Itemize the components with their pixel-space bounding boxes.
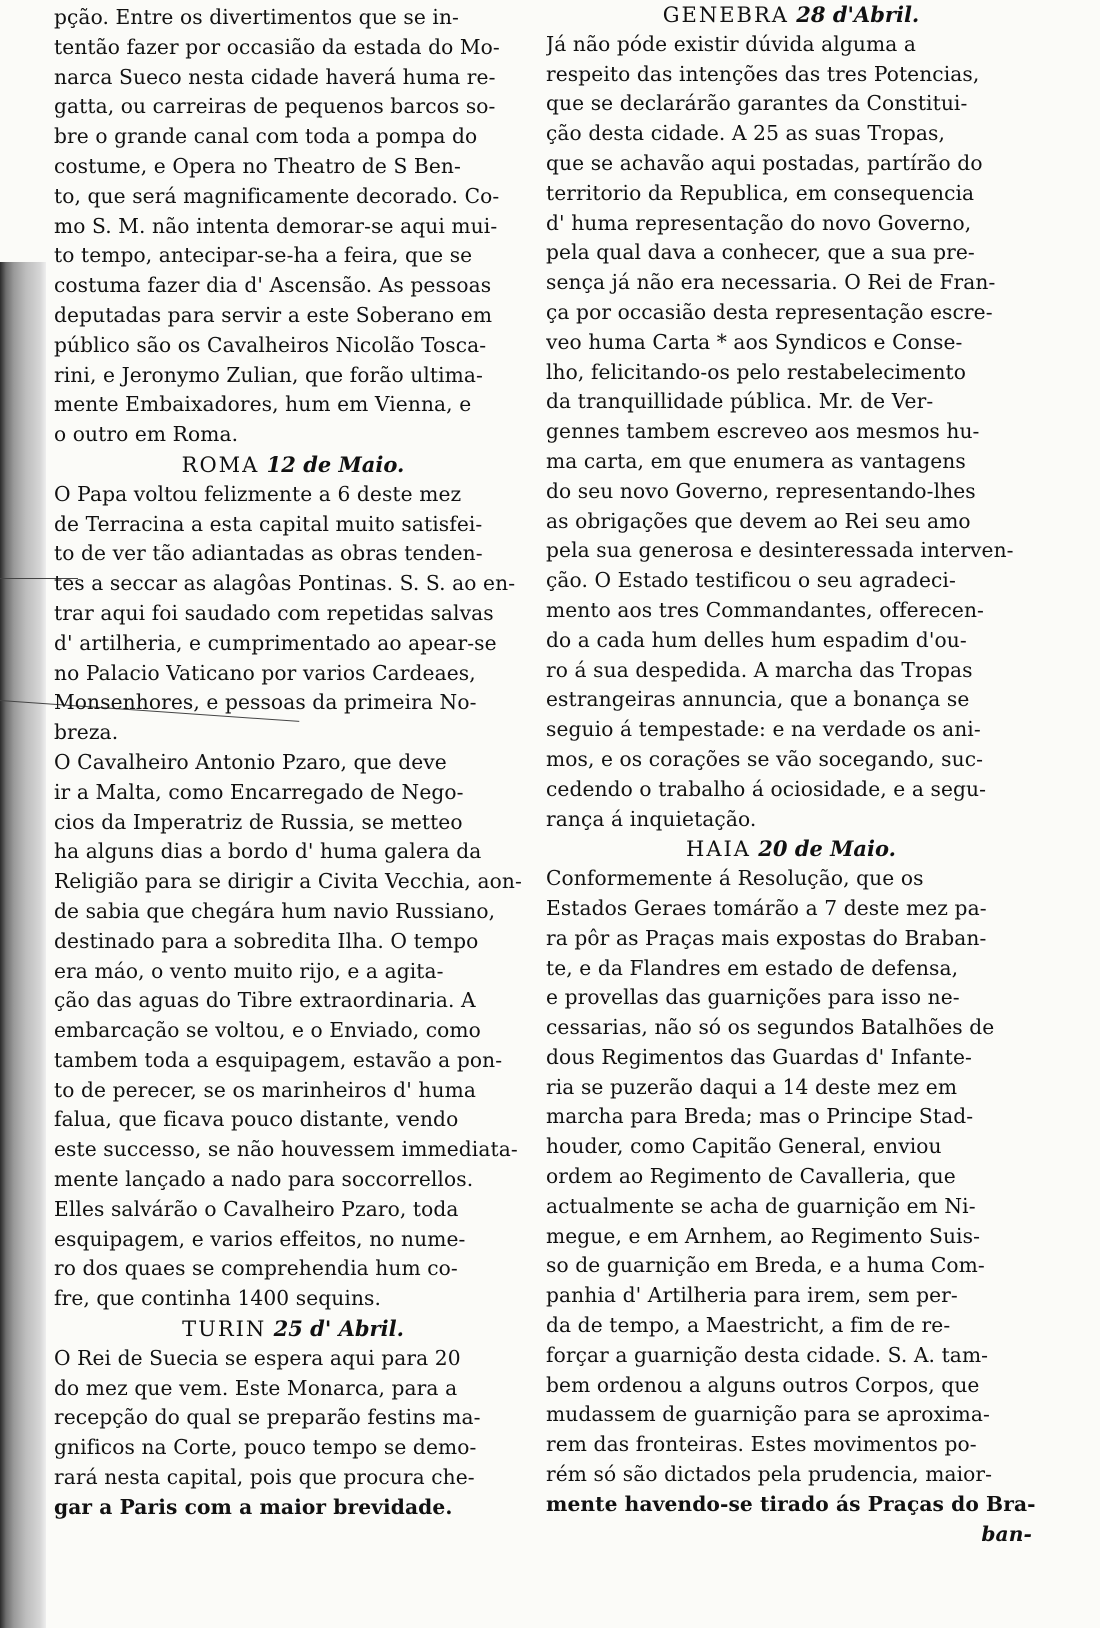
article-genebra-line: ma carta, em que enumera as vantagens xyxy=(546,448,966,473)
article-roma-line: O Papa voltou felizmente a 6 deste mez xyxy=(54,481,462,506)
article-haia-line: actualmente se acha de guarnição em Ni- xyxy=(546,1193,976,1218)
article-haia-line: ra pôr as Praças mais expostas do Braban- xyxy=(546,925,987,950)
article-roma-line: de Terracina a esta capital muito satisfei- xyxy=(54,511,483,536)
article-venice-line: bre o grande canal com toda a pompa do xyxy=(54,124,478,149)
article-venice-line: tentão fazer por occasião da estada do Mo- xyxy=(54,34,500,59)
dateline-roma-date: 12 de Maio. xyxy=(259,451,405,477)
dateline-haia-place: HAIA xyxy=(686,837,751,862)
article-haia-line: ordem ao Regimento de Cavalleria, que xyxy=(546,1164,956,1189)
article-pzaro-line: Religião para se dirigir a Civita Vecchia, aon- xyxy=(54,869,522,894)
article-venice-line: rini, e Jeronymo Zulian, que forão ultima- xyxy=(54,362,483,387)
article-pzaro-line: Elles salvárão o Cavalheiro Pzaro, toda xyxy=(54,1196,459,1221)
article-haia-line: Conformemente á Resolução, que os xyxy=(546,866,924,891)
article-genebra-line: sença já não era necessaria. O Rei de Fran- xyxy=(546,270,996,295)
article-haia-line: mudassem de guarnição para se aproxima- xyxy=(546,1402,990,1427)
article-pzaro-line: cios da Imperatriz de Russia, se metteo xyxy=(54,809,463,834)
article-pzaro-line: O Cavalheiro Antonio Pzaro, que deve xyxy=(54,749,447,774)
article-genebra-line: ção. O Estado testificou o seu agradeci- xyxy=(546,568,956,593)
article-pzaro-line: to de perecer, se os marinheiros d' huma xyxy=(54,1077,476,1102)
dateline-genebra xyxy=(546,0,1036,30)
article-pzaro-line: ro dos quaes se comprehendia hum co- xyxy=(54,1256,458,1281)
article-turin-line: recepção do qual se preparão festins ma- xyxy=(54,1405,481,1430)
article-genebra-line: Já não póde existir dúvida alguma a xyxy=(546,31,917,56)
article-venice-line: costume, e Opera no Theatro de S Ben- xyxy=(54,153,461,178)
article-pzaro-line: ir a Malta, como Encarregado de Nego- xyxy=(54,779,464,804)
article-pzaro-line: mente lançado a nado para soccorrellos. xyxy=(54,1167,474,1192)
article-turin-line: do mez que vem. Este Monarca, para a xyxy=(54,1375,458,1400)
article-genebra-line: d' huma representação do novo Governo, xyxy=(546,210,972,235)
article-genebra-line: veo huma Carta * aos Syndicos e Conse- xyxy=(546,329,963,354)
article-genebra-line: mos, e os corações se vão socegando, suc- xyxy=(546,746,984,771)
article-venice-line: deputadas para servir a este Soberano em xyxy=(54,302,493,327)
article-roma-line: d' artilheria, e cumprimentado ao apear-se xyxy=(54,630,497,655)
article-haia-line: houder, como Capitão General, enviou xyxy=(546,1134,942,1159)
article-genebra-line: gennes tambem escreveo aos mesmos hu- xyxy=(546,419,980,444)
article-venice-line: narca Sueco nesta cidade haverá huma re- xyxy=(54,64,496,89)
article-haia-line: bem ordenou a alguns outros Corpos, que xyxy=(546,1372,980,1397)
article-genebra-line: que se declarárão garantes da Constitui- xyxy=(546,91,968,116)
article-genebra-line: as obrigações que devem ao Rei seu amo xyxy=(546,508,971,533)
dateline-roma xyxy=(54,450,532,480)
article-pzaro-line: fre, que continha 1400 sequins. xyxy=(54,1286,382,1311)
article-venice-line: costuma fazer dia d' Ascensão. As pessoas xyxy=(54,273,492,298)
article-roma-line: no Palacio Vaticano por varios Cardeaes, xyxy=(54,660,476,685)
article-haia-line: e provellas das guarnições para isso ne- xyxy=(546,985,960,1010)
article-pzaro-line: embarcação se voltou, e o Enviado, como xyxy=(54,1018,481,1043)
article-pzaro-line: era máo, o vento muito rijo, e a agita- xyxy=(54,958,444,983)
dateline-haia-date: 20 de Maio. xyxy=(750,836,896,862)
article-turin-line: gar a Paris com a maior brevidade. xyxy=(54,1494,453,1519)
article-pzaro-line: de sabia que chegára hum navio Russiano, xyxy=(54,898,496,923)
article-roma-line: to de ver tão adiantadas as obras tenden- xyxy=(54,541,483,566)
article-haia-line: ria se puzerão daqui a 14 deste mez em xyxy=(546,1074,958,1099)
right-column xyxy=(546,0,1036,1549)
article-venice-line: mo S. M. não intenta demorar-se aqui mui- xyxy=(54,213,498,238)
article-turin-line: O Rei de Suecia se espera aqui para 20 xyxy=(54,1345,461,1370)
article-venice-line: to tempo, antecipar-se-ha a feira, que se xyxy=(54,243,473,268)
article-genebra-line: do seu novo Governo, representando-lhes xyxy=(546,478,976,503)
article-haia-line: cessarias, não só os segundos Batalhões de xyxy=(546,1015,995,1040)
article-pzaro-line: destinado para a sobredita Ilha. O tempo xyxy=(54,928,479,953)
article-roma-line: Monsenhores, e pessoas da primeira No- xyxy=(54,690,477,715)
article-haia-line: da de tempo, a Maestricht, a fim de re- xyxy=(546,1313,951,1338)
article-genebra-line: cedendo o trabalho á ociosidade, e a segu- xyxy=(546,776,987,801)
article-genebra-line: territorio da Republica, em consequencia xyxy=(546,180,975,205)
article-turin-line: gnificos na Corte, pouco tempo se demo- xyxy=(54,1435,477,1460)
dateline-genebra-date: 28 d'Abril. xyxy=(788,2,920,27)
article-genebra-line: seguio á tempestade: e na verdade os ani- xyxy=(546,717,981,742)
article-pzaro-line: este successo, se não houvessem immediata- xyxy=(54,1137,518,1162)
article-genebra-line: da tranquillidade pública. Mr. de Ver- xyxy=(546,389,934,414)
article-pzaro-line: falua, que ficava pouco distante, vendo xyxy=(54,1107,459,1132)
article-haia-line: panhia d' Artilheria para irem, sem per- xyxy=(546,1283,958,1308)
article-genebra-line: mento aos tres Commandantes, offerecen- xyxy=(546,597,984,622)
article-roma-line: breza. xyxy=(54,720,119,745)
article-genebra-line: ça por occasião desta representação escre- xyxy=(546,299,993,324)
scan-shadow-strip xyxy=(0,262,46,1628)
article-genebra-line: lho, felicitando-os pelo restabelecimento xyxy=(546,359,967,384)
article-haia-line: marcha para Breda; mas o Principe Stad- xyxy=(546,1104,974,1129)
article-venice-line: o outro em Roma. xyxy=(54,422,239,447)
dateline-genebra-place: GENEBRA xyxy=(662,3,789,27)
article-turin-line: rará nesta capital, pois que procura che- xyxy=(54,1465,475,1490)
dateline-turin-place: TURIN xyxy=(182,1317,267,1342)
article-haia-line: dous Regimentos das Guardas d' Infante- xyxy=(546,1044,972,1069)
article-genebra-line: respeito das intenções das tres Potencias, xyxy=(546,61,980,86)
article-genebra-line: estrangeiras annuncia, que a bonança se xyxy=(546,687,970,712)
article-roma-line: tes a seccar as alagôas Pontinas. S. S. ao en- xyxy=(54,571,516,596)
article-genebra-line: ro á sua despedida. A marcha das Tropas xyxy=(546,657,973,682)
dateline-haia xyxy=(546,834,1036,864)
article-genebra-line: do a cada hum delles hum espadim d'ou- xyxy=(546,627,967,652)
article-genebra-line: que se achavão aqui postadas, partírão do xyxy=(546,150,983,175)
article-haia-line: rem das fronteiras. Estes movimentos po- xyxy=(546,1432,977,1457)
dateline-roma-place: ROMA xyxy=(181,452,260,477)
article-venice-line: gatta, ou carreiras de pequenos barcos so- xyxy=(54,94,496,119)
article-haia-line: so de guarnição em Breda, e a huma Com- xyxy=(546,1253,985,1278)
article-roma-line: trar aqui foi saudado com repetidas salvas xyxy=(54,600,494,625)
article-pzaro-line: ção das aguas do Tibre extraordinaria. A xyxy=(54,988,476,1013)
article-haia-line: megue, e em Arnhem, ao Regimento Suis- xyxy=(546,1223,980,1248)
article-genebra-line: pela qual dava a conhecer, que a sua pre- xyxy=(546,240,975,265)
article-venice-line: mente Embaixadores, hum em Vienna, e xyxy=(54,392,472,417)
article-haia-line: forçar a guarnição desta cidade. S. A. tam- xyxy=(546,1342,989,1367)
article-venice-line: pção. Entre os divertimentos que se in- xyxy=(54,5,459,29)
left-column xyxy=(54,0,532,1523)
article-genebra-line: rança á inquietação. xyxy=(546,806,757,831)
article-haia-line: rém só são dictados pela prudencia, maior- xyxy=(546,1462,993,1487)
article-venice-line: to, que será magnificamente decorado. Co- xyxy=(54,183,500,208)
article-pzaro-line: esquipagem, e varios effeitos, no nume- xyxy=(54,1226,466,1251)
dateline-turin xyxy=(54,1314,532,1344)
article-venice-line: público são os Cavalheiros Nicolão Tosca- xyxy=(54,332,487,357)
article-pzaro-line: ha alguns dias a bordo d' huma galera da xyxy=(54,839,482,864)
article-pzaro-line: tambem toda a esquipagem, estavão a pon- xyxy=(54,1047,503,1072)
catchword: ban- xyxy=(981,1521,1032,1546)
article-genebra-line: ção desta cidade. A 25 as suas Tropas, xyxy=(546,121,946,146)
article-haia-line: mente havendo-se tirado ás Praças do Bra- xyxy=(546,1491,1036,1516)
article-haia-line: Estados Geraes tomárão a 7 deste mez pa- xyxy=(546,895,987,920)
dateline-turin-date: 25 d' Abril. xyxy=(266,1316,404,1342)
article-haia-line: te, e da Flandres em estado de defensa, xyxy=(546,955,959,980)
article-genebra-line: pela sua generosa e desinteressada interven- xyxy=(546,538,1014,563)
